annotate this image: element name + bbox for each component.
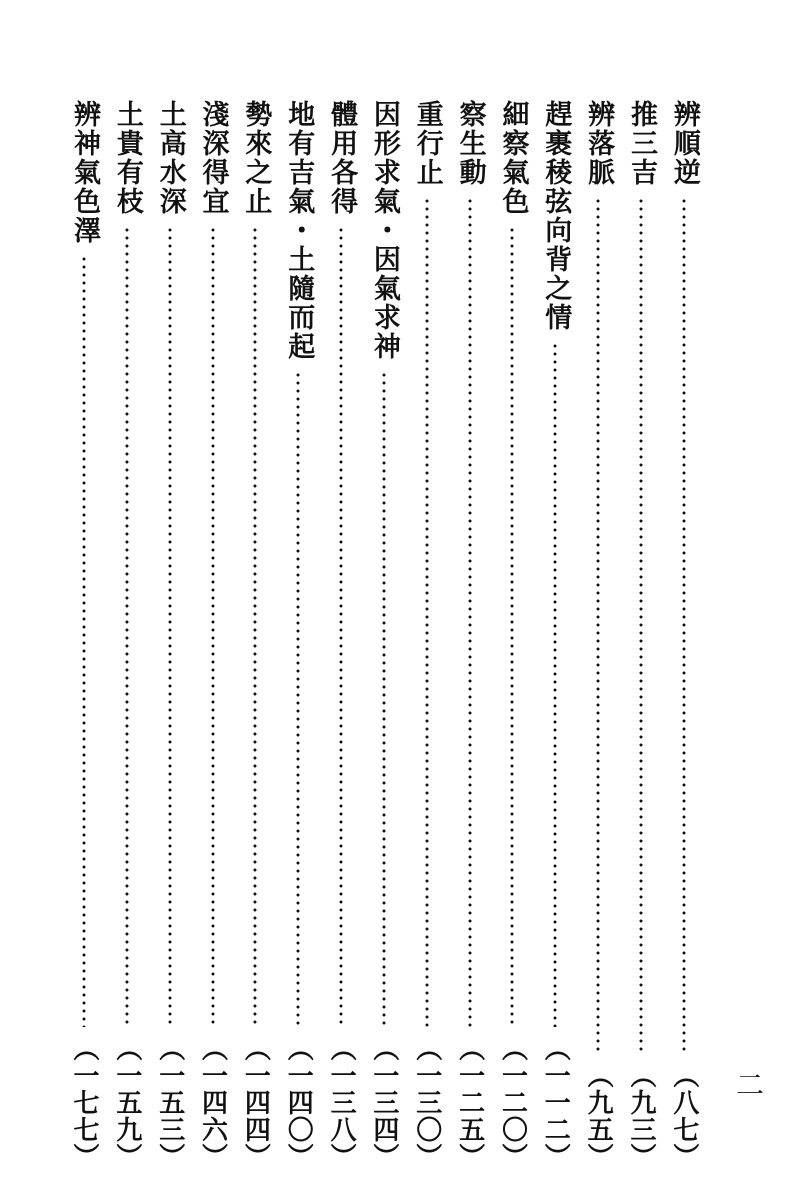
toc-entry <box>150 100 190 1170</box>
page-number: 二 <box>732 1070 765 1098</box>
toc-entry-page: （一四〇） <box>283 1035 314 1170</box>
toc-entry <box>193 100 233 1170</box>
dot-leader <box>339 226 343 1027</box>
toc-entry-title: 辨神氣色澤 <box>69 100 100 245</box>
toc-entry-title: 土貴有枝 <box>111 100 143 216</box>
toc-entry <box>107 100 147 1170</box>
dot-leader <box>596 197 600 1054</box>
toc-entry-page: （一四六） <box>197 1035 228 1170</box>
toc-entry <box>64 100 104 1170</box>
dot-leader <box>639 197 643 1054</box>
dot-leader <box>682 197 686 1054</box>
toc-entry-title: 因形求氣・因氣求神 <box>368 100 400 361</box>
toc-entry-page: （一三四） <box>368 1035 399 1170</box>
dot-leader <box>211 226 215 1027</box>
toc-entry-title: 辨落脈 <box>583 100 615 187</box>
toc-entry-page: （一三〇） <box>411 1035 442 1170</box>
toc-entry-page: （一五三） <box>154 1035 185 1170</box>
toc-entry <box>578 100 618 1170</box>
toc-entry-title: 辨順逆 <box>668 100 700 187</box>
dot-leader <box>468 197 472 1027</box>
dot-leader <box>382 371 386 1027</box>
toc-entry <box>407 100 447 1170</box>
toc-entry-title: 察生動 <box>454 100 486 187</box>
dot-leader <box>82 255 86 1027</box>
toc-entry <box>278 100 318 1170</box>
toc-entry-title: 體用各得 <box>326 100 358 216</box>
toc-entry-title: 重行止 <box>411 100 443 187</box>
toc-entry <box>235 100 275 1170</box>
toc-entry <box>450 100 490 1170</box>
toc-entry-title: 趕裹稜弦向背之情 <box>540 100 572 332</box>
toc-entry <box>492 100 532 1170</box>
toc-entry-page: （一二五） <box>454 1035 485 1170</box>
toc-entry-title: 勢來之止 <box>240 100 272 216</box>
toc-entry-page: （一五九） <box>111 1035 142 1170</box>
dot-leader <box>125 226 129 1027</box>
dot-leader <box>510 226 514 1027</box>
toc-entry <box>664 100 704 1170</box>
toc-entry-page: （八七） <box>668 1062 699 1170</box>
toc-entry-page: （一一二） <box>540 1035 571 1170</box>
toc-entry <box>621 100 661 1170</box>
dot-leader <box>296 371 300 1027</box>
toc-entry <box>364 100 404 1170</box>
toc-entry <box>535 100 575 1170</box>
toc-entry-page: （九五） <box>583 1062 614 1170</box>
dot-leader <box>553 342 557 1027</box>
dot-leader <box>168 226 172 1027</box>
toc-entry-page: （九三） <box>625 1062 656 1170</box>
table-of-contents <box>64 100 704 1170</box>
dot-leader <box>425 197 429 1027</box>
toc-entry-title: 推三吉 <box>625 100 657 187</box>
toc-entry <box>321 100 361 1170</box>
toc-entry-page: （一七七） <box>69 1035 99 1170</box>
toc-entry-page: （一二〇） <box>497 1035 528 1170</box>
toc-entry-page: （一三八） <box>326 1035 357 1170</box>
toc-entry-page: （一四四） <box>240 1035 271 1170</box>
toc-entry-title: 地有吉氣・土隨而起 <box>283 100 315 361</box>
toc-entry-title: 細察氣色 <box>497 100 529 216</box>
toc-entry-title: 淺深得宜 <box>197 100 229 216</box>
dot-leader <box>253 226 257 1027</box>
toc-entry-title: 土高水深 <box>154 100 186 216</box>
